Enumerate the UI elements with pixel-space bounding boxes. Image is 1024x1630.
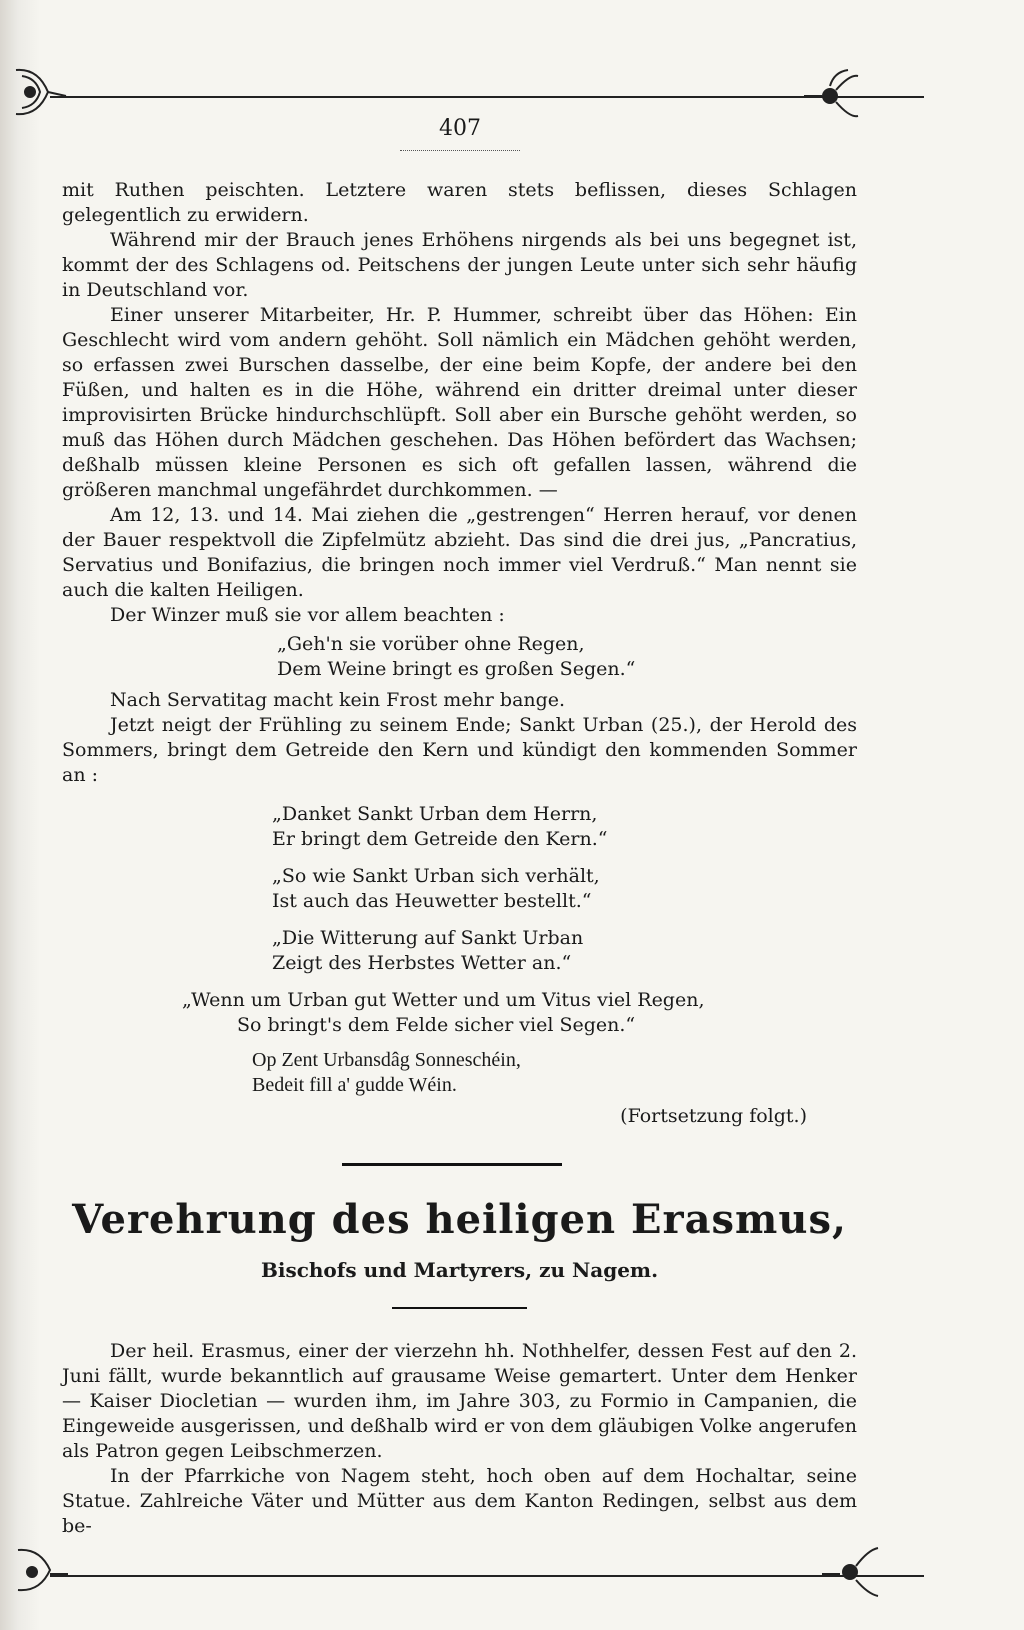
paragraph: Einer unserer Mitarbeiter, Hr. P. Hummer, schreibt über das Höhen: Ein Geschlecht wird vom andern gehöht. Soll nämlich ein Mädchen gehöht werden, so erfassen zwei Burschen dasselbe, der eine beim Kopfe, der andere bei den Füßen, und halten es in die Höhe, während ein dritter dreimal unter dieser improvisirten Brücke hindurchschlüpft. Soll aber ein Bursche gehöht werden, so muß das Höhen durch Mädchen geschehen. Das Höhen befördert das Wachsen; deßhalb müssen kleine Personen es sich oft gefallen lassen, während die größeren manchmal ungefährdet durchkommen. —: [62, 304, 857, 501]
verse-line: Zeigt des Herbstes Wetter an.“: [272, 952, 572, 974]
article-subheading: Bischofs und Martyrers, zu Nagem.: [260, 1258, 659, 1282]
paragraph: Während mir der Brauch jenes Erhöhens nirgends als bei uns begegnet ist, kommt der des Schlagens od. Peitschens der jungen Leute unter sich sehr häufig in Deutschland vor.: [62, 229, 857, 301]
paragraph: mit Ruthen peischten. Letztere waren stets beflissen, dieses Schlagen gelegentlich zu erwidern.: [62, 179, 857, 226]
corner-ornament-icon: [8, 62, 68, 122]
verse-line: „Die Witterung auf Sankt Urban: [272, 927, 584, 949]
paragraph: In der Pfarrkiche von Nagem steht, hoch oben auf dem Hochaltar, seine Statue. Zahlreiche Väter und Mütter aus dem Kanton Redingen, selbst aus dem be-: [62, 1465, 857, 1537]
paragraph: Jetzt neigt der Frühling zu seinem Ende; Sankt Urban (25.), der Herold des Sommers, bringt dem Getreide den Kern und kündigt den kommenden Sommer an :: [62, 714, 857, 786]
page-number-flourish: [400, 150, 520, 155]
verse: [62, 802, 857, 852]
verse: [62, 988, 857, 1038]
paragraph: Der heil. Erasmus, einer der vierzehn hh. Nothhelfer, dessen Fest auf den 2. Juni fällt, wurde bekanntlich auf grausame Weise gemartert. Unter dem Henker — Kaiser Diocletian — wurden ihm, im Jahre 303, zu Formio in Campanien, die Eingeweide ausgerissen, und deßhalb wird er von dem gläubigen Volke angerufen als Patron gegen Leibschmerzen.: [62, 1340, 857, 1462]
verse-line: „Danket Sankt Urban dem Herrn,: [272, 803, 598, 825]
verse: [62, 632, 857, 682]
paragraph: Am 12, 13. und 14. Mai ziehen die „gestrengen“ Herren herauf, vor denen der Bauer respektvoll die Zipfelmütz abzieht. Das sind die drei jus, „Pancratius, Servatius und Bonifazius, die bringen noch immer viel Verdruß.“ Man nennt sie auch die kalten Heiligen.: [62, 504, 857, 601]
article-heading: Verehrung des heiligen Erasmus,: [72, 1196, 847, 1243]
verse-line: „Wenn um Urban gut Wetter und um Vitus viel Regen,: [182, 989, 705, 1011]
top-border-rule: [50, 96, 924, 98]
verse-line: „Geh'n sie vorüber ohne Regen,: [277, 633, 585, 655]
verse-line: „So wie Sankt Urban sich verhält,: [272, 865, 600, 887]
continuation-note: (Fortsetzung folgt.): [620, 1105, 807, 1127]
verse-line: Er bringt dem Getreide den Kern.“: [272, 828, 608, 850]
corner-ornament-icon: [10, 1540, 70, 1600]
verse-line: Op Zent Urbansdâg Sonneschéin,: [252, 1049, 521, 1071]
verse: [62, 926, 857, 976]
paragraph: Der Winzer muß sie vor allem beachten :: [110, 604, 505, 626]
corner-ornament-icon: [820, 1540, 880, 1600]
section-divider: [342, 1163, 562, 1166]
verse-luxembourgish: [62, 1048, 857, 1098]
page-content: [62, 178, 857, 1539]
verse: [62, 864, 857, 914]
verse-line: Ist auch das Heuwetter bestellt.“: [272, 890, 592, 912]
verse-line: Bedeit fill a' gudde Wéin.: [252, 1074, 457, 1096]
page-number: 407: [439, 116, 481, 141]
paragraph: Nach Servatitag macht kein Frost mehr bange.: [110, 689, 566, 711]
bottom-border-rule: [50, 1575, 924, 1577]
verse-line: Dem Weine bringt es großen Segen.“: [277, 658, 636, 680]
verse-line: So bringt's dem Felde sicher viel Segen.“: [237, 1014, 636, 1036]
heading-divider: [392, 1307, 527, 1309]
